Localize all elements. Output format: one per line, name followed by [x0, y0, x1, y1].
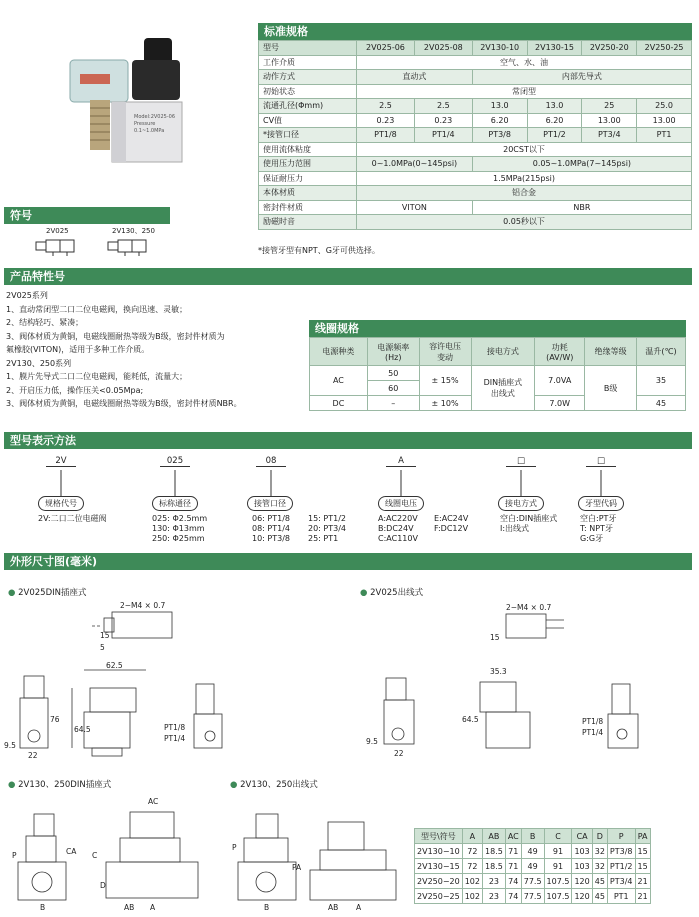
svg-text:22: 22: [28, 751, 38, 760]
svg-text:A: A: [356, 903, 362, 912]
dims-sub-wire: ● 2V025出线式: [360, 588, 424, 598]
spec-row: *接管口径 PT1/8 PT1/4 PT3/8 PT1/2 PT3/4 PT1: [259, 128, 692, 143]
code-025: 025: [160, 456, 190, 467]
code-thread: □: [586, 456, 616, 467]
spec-row: 流通孔径(Φmm) 2.5 2.5 13.0 13.0 25 25.0: [259, 99, 692, 114]
photo-label: Model:2V025-06 Pressure 0.1~1.0MPa: [134, 114, 176, 134]
table-row: 2V250−20 102 23 74 77.5 107.5 120 45 PT3/4 21: [415, 874, 651, 889]
spec-row: 使用压力范围 0~1.0MPa(0~145psi) 0.05~1.0MPa(7~145psi): [259, 157, 692, 172]
svg-text:AC: AC: [148, 797, 159, 806]
svg-text:9.5: 9.5: [4, 741, 16, 750]
code-08: 08: [256, 456, 286, 467]
coil-title: 线圈规格: [309, 320, 686, 337]
svg-text:AB: AB: [124, 903, 135, 912]
svg-text:C: C: [92, 851, 98, 860]
box-coil-voltage: 线圈电压: [378, 496, 424, 511]
svg-text:22: 22: [394, 749, 404, 758]
dims-title: 外形尺寸图(毫米): [4, 553, 692, 570]
dims-sub-130-wire: ● 2V130、250出线式: [230, 780, 318, 790]
product-photo: [62, 30, 192, 175]
valve-symbol-icon: [32, 237, 168, 257]
svg-text:64.5: 64.5: [462, 715, 479, 724]
drawing-2v025-wire: [350, 598, 690, 768]
spec-row: 使用流体粘度 20CST以下: [259, 142, 692, 157]
spec-header-row: 型号 2V025-06 2V025-08 2V130-10 2V130-15 2V250-20 2V250-25: [259, 41, 692, 56]
spec-row: 工作介质 空气、水、油: [259, 55, 692, 70]
box-connection: 接电方式: [498, 496, 544, 511]
svg-text:PA: PA: [292, 863, 302, 872]
svg-text:P: P: [232, 843, 237, 852]
svg-text:15: 15: [100, 631, 110, 640]
spec-note: *接管牙型有NPT、G牙可供选择。: [258, 246, 380, 255]
dimension-table: 型号\符号 A AB AC B C CA D P PA 2V130−10 72 18.5 71 49 91 103 32 PT3/8 15 2V130−15 72 18.5 71 49 91 103 32 PT1/2 15 2V250−20 102 23 74 77.5 107.5 120 45 PT3/4 21 2V250−25 102 23 74 77.5 107.5 120 45 PT1 21: [414, 828, 651, 904]
svg-text:PT1/4: PT1/4: [582, 728, 604, 737]
svg-text:9.5: 9.5: [366, 737, 378, 746]
symbol-label-2v130: 2V130、250: [112, 227, 155, 235]
drawing-2v025-din: [0, 598, 340, 768]
svg-text:A: A: [150, 903, 156, 912]
spec-row: 动作方式 直动式 内部先导式: [259, 70, 692, 85]
spec-row: 励磁时音 0.05秒以下: [259, 215, 692, 230]
svg-text:76: 76: [50, 715, 60, 724]
symbol-title: 符号: [4, 207, 170, 224]
box-thread: 牙型代码: [578, 496, 624, 511]
spec-row: 密封件材质 VITON NBR: [259, 200, 692, 215]
svg-text:PT1/8: PT1/8: [582, 717, 604, 726]
code-2v: 2V: [46, 456, 76, 467]
spec-row: 保证耐压力 1.5MPa(215psi): [259, 171, 692, 186]
spec-row: CV值 0.23 0.23 6.20 6.20 13.00 13.00: [259, 113, 692, 128]
table-row: 2V130−10 72 18.5 71 49 91 103 32 PT3/8 15: [415, 844, 651, 859]
table-row: 2V130−15 72 18.5 71 49 91 103 32 PT1/2 15: [415, 859, 651, 874]
spec-table: [258, 40, 692, 230]
svg-text:15: 15: [490, 633, 500, 642]
svg-text:62.5: 62.5: [106, 661, 123, 670]
svg-text:35.3: 35.3: [490, 667, 507, 676]
drawing-2v130-wire: [228, 792, 408, 914]
spec-row: 本体材质 铝合金: [259, 186, 692, 201]
table-row: 2V250−25 102 23 74 77.5 107.5 120 45 PT1 21: [415, 889, 651, 904]
coil-table: 电源种类 电源频率 (Hz) 容许电压 变动 接电方式 功耗 (AV/W) 绝缘等级 温升(℃) AC 50 ± 15% DIN插座式 出线式 7.0VA B级 35 60 DC – ± 10% 7.0W 45: [309, 337, 686, 411]
svg-text:2−M4 × 0.7: 2−M4 × 0.7: [506, 603, 552, 612]
svg-text:AB: AB: [328, 903, 339, 912]
code-a: A: [386, 456, 416, 467]
svg-text:B: B: [264, 903, 270, 912]
svg-text:CA: CA: [66, 847, 77, 856]
spec-title: 标准规格: [258, 23, 692, 40]
dims-sub-130-din: ● 2V130、250DIN插座式: [8, 780, 112, 790]
svg-text:5: 5: [100, 643, 105, 652]
svg-text:B: B: [40, 903, 46, 912]
spec-row: 初始状态 常闭型: [259, 84, 692, 99]
features-title: 产品特性号: [4, 268, 692, 285]
svg-text:PT1/8: PT1/8: [164, 723, 186, 732]
features-list: 2V025系列 1、直动常闭型二口二位电磁阀，换向迅速、灵敏； 2、结构轻巧、紧凑； 3、阀体材质为黄铜，电磁线圈耐热等级为B级，密封件材质为 氟橡胶(VITON)，适用于多种工作介质。 2V130、250系列 1、膜片先导式二口二位电磁阀，能耗低，流量大； 2、开启压力低，操作压关<0.05Mpa; 3、阀体材质为黄铜，电磁线圈耐热等级为B级，密封件材质NBR。: [6, 291, 242, 408]
symbol-area: [4, 226, 170, 260]
symbol-label-2v025: 2V025: [46, 227, 69, 235]
svg-text:PT1/4: PT1/4: [164, 734, 186, 743]
box-port-size: 接管口径: [247, 496, 293, 511]
model-code-diagram: 2V 025 08 A □ □ 规格代号 标称通径 接管口径 线圈电压 接电方式 牙型代码 2V:二口二位电磁阀 025: Φ2.5mm 130: Φ13mm 250: Φ25mm 06: PT1/8 08: PT1/4 10: PT3/8 15: PT1/2 20: PT3/4 25: PT1 A:AC220V B:DC24V C:AC110V E:AC24V F:DC12V 空白:DIN插座式 I:出线式 空白:PT牙 T: NPT牙 G:G牙: [0, 452, 699, 552]
model-title: 型号表示方法: [4, 432, 692, 449]
svg-text:64.5: 64.5: [74, 725, 91, 734]
box-nominal-size: 标称通径: [152, 496, 198, 511]
svg-text:D: D: [100, 881, 106, 890]
drawing-2v130-din: [0, 792, 215, 914]
box-spec-code: 规格代号: [38, 496, 84, 511]
code-connection: □: [506, 456, 536, 467]
dims-sub-din: ● 2V025DIN插座式: [8, 588, 87, 598]
svg-text:2−M4 × 0.7: 2−M4 × 0.7: [120, 601, 166, 610]
svg-text:P: P: [12, 851, 17, 860]
